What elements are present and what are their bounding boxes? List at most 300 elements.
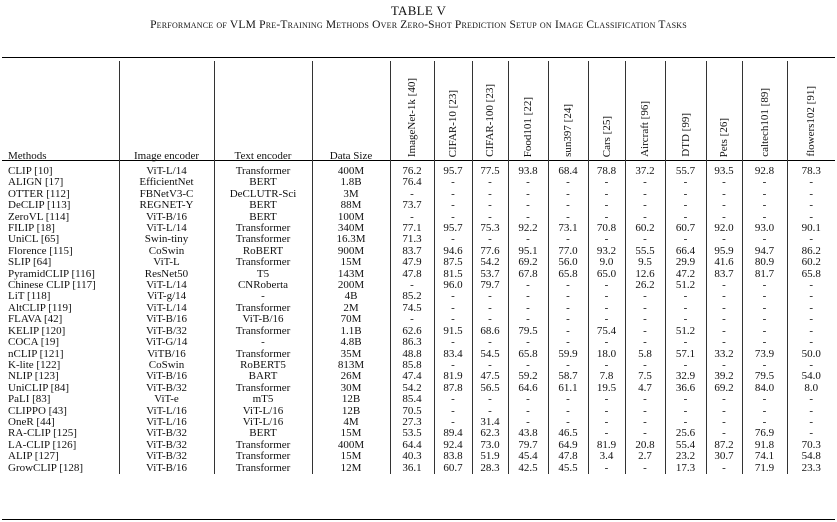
table-cell: -	[706, 200, 742, 211]
column-header	[706, 61, 742, 164]
table-cell: -	[742, 280, 787, 291]
table-cell: -	[665, 394, 706, 405]
table-cell: -	[665, 177, 706, 188]
table-cell: -	[588, 189, 625, 200]
table-cell: -	[548, 212, 588, 223]
table-cell: 47.2	[665, 269, 706, 280]
table-cell: 64.4	[390, 440, 434, 451]
table-cell: 75.4	[588, 326, 625, 337]
table-cell: -	[508, 200, 548, 211]
table-cell: 85.2	[390, 291, 434, 302]
table-cell: -	[742, 234, 787, 245]
table-cell: Transformer	[214, 223, 312, 234]
table-cell: -	[706, 303, 742, 314]
table-cell: -	[508, 406, 548, 417]
table-cell: -	[588, 280, 625, 291]
table-cell: ViT-B/32	[119, 428, 214, 439]
table-cell: 71.9	[742, 463, 787, 474]
table-cell: -	[472, 337, 508, 348]
table-cell: -	[588, 337, 625, 348]
table-cell: 45.5	[548, 463, 588, 474]
table-cell: -	[625, 303, 665, 314]
table-cell: -	[742, 212, 787, 223]
column-header	[742, 61, 787, 164]
table-cell: ViT-L/16	[119, 417, 214, 428]
table-row	[2, 223, 835, 234]
table-cell: -	[548, 360, 588, 371]
table-cell: -	[434, 337, 472, 348]
table-cell: 17.3	[665, 463, 706, 474]
table-cell: 93.5	[706, 164, 742, 177]
table-cell: -	[706, 417, 742, 428]
table-cell: ViT-L/14	[119, 303, 214, 314]
table-cell: -	[434, 417, 472, 428]
table-cell: -	[508, 177, 548, 188]
column-header-label: DTD [99]	[679, 113, 692, 157]
column-header	[119, 61, 214, 164]
table-cell: -	[548, 406, 588, 417]
table-cell: 12M	[312, 463, 390, 474]
table-cell: 54.8	[787, 451, 835, 462]
table-cell: 80.9	[742, 257, 787, 268]
table-cell: 18.0	[588, 349, 625, 360]
table-cell: 46.5	[548, 428, 588, 439]
method-cell: OneR [44]	[8, 416, 55, 428]
method-cell: COCA [19]	[8, 337, 60, 349]
table-cell: RoBERT5	[214, 360, 312, 371]
table-cell: -	[508, 291, 548, 302]
table-row	[2, 463, 835, 474]
table-cell: -	[742, 337, 787, 348]
method-cell: UniCLIP [84]	[8, 382, 70, 394]
table-cell: -	[390, 314, 434, 325]
table-cell: -	[625, 189, 665, 200]
table-cell: -	[508, 234, 548, 245]
table-cell: ViTB/16	[119, 349, 214, 360]
table-row	[2, 417, 835, 428]
table-cell: 51.9	[472, 451, 508, 462]
table-cell: -	[706, 234, 742, 245]
table-cell: 92.0	[706, 223, 742, 234]
table-cell: -	[390, 280, 434, 291]
table-cell: -	[787, 280, 835, 291]
method-cell: RA-CLIP [125]	[8, 428, 77, 440]
table-cell: -	[787, 314, 835, 325]
column-header-label: Pets [26]	[718, 117, 730, 157]
table-cell: -	[706, 360, 742, 371]
table-cell: -	[706, 428, 742, 439]
table-cell: 60.2	[625, 223, 665, 234]
table-cell: mT5	[214, 394, 312, 405]
table-row	[2, 257, 835, 268]
table-cell: -	[665, 406, 706, 417]
column-header-label: Data Size	[329, 150, 373, 162]
table-cell: 900M	[312, 246, 390, 257]
table-cell: 95.7	[434, 223, 472, 234]
table-cell: 88M	[312, 200, 390, 211]
table-cell: -	[665, 291, 706, 302]
table-cell: 59.2	[508, 371, 548, 382]
table-cell: 55.4	[665, 440, 706, 451]
table-cell: 79.7	[508, 440, 548, 451]
table-cell: 9.0	[588, 257, 625, 268]
table-cell: Transformer	[214, 349, 312, 360]
table-cell: ViT-B/16	[214, 314, 312, 325]
table-cell: 53.7	[472, 269, 508, 280]
table-cell: 77.5	[472, 164, 508, 177]
table-cell: 47.5	[472, 371, 508, 382]
method-cell: DeCLIP [113]	[8, 200, 71, 212]
table-cell: -	[214, 337, 312, 348]
table-cell: 86.3	[390, 337, 434, 348]
table-cell: -	[588, 200, 625, 211]
column-header	[548, 61, 588, 164]
table-cell: -	[742, 394, 787, 405]
table-cell: -	[434, 394, 472, 405]
table-cell: ViT-L/16	[214, 417, 312, 428]
table-cell: 74.5	[390, 303, 434, 314]
table-cell: -	[508, 394, 548, 405]
table-cell: BERT	[214, 212, 312, 223]
table-cell: 85.8	[390, 360, 434, 371]
table-row	[2, 291, 835, 302]
table-cell: -	[434, 406, 472, 417]
method-cell: UniCL [65]	[8, 234, 60, 246]
table-cell: 54.5	[472, 349, 508, 360]
table-cell: Swin-tiny	[119, 234, 214, 245]
table-cell: 47.9	[390, 257, 434, 268]
table-cell: ViT-B/32	[119, 383, 214, 394]
method-cell: CLIP [10]	[8, 165, 53, 177]
table-cell: 57.1	[665, 349, 706, 360]
table-cell: 79.5	[742, 371, 787, 382]
table-cell: -	[742, 200, 787, 211]
table-cell: 143M	[312, 269, 390, 280]
table-row	[2, 280, 835, 291]
column-header-label: flowers102 [91]	[805, 86, 818, 157]
table-cell: ViT-B/32	[119, 440, 214, 451]
table-cell: -	[434, 200, 472, 211]
table-cell: 94.6	[434, 246, 472, 257]
table-cell: 8.0	[787, 383, 835, 394]
method-cell: PaLI [83]	[8, 394, 51, 406]
table-cell: 32.9	[665, 371, 706, 382]
table-cell: -	[472, 406, 508, 417]
table-cell: 58.7	[548, 371, 588, 382]
table-cell: 70.5	[390, 406, 434, 417]
table-cell: CNRoberta	[214, 280, 312, 291]
table-cell: -	[588, 234, 625, 245]
table-cell: 7.8	[588, 371, 625, 382]
table-cell: -	[434, 234, 472, 245]
table-cell: 83.7	[390, 246, 434, 257]
table-cell: -	[706, 326, 742, 337]
table-cell: -	[625, 291, 665, 302]
table-cell: ViT-L	[119, 257, 214, 268]
table-cell: 54.0	[787, 371, 835, 382]
table-cell: -	[588, 314, 625, 325]
table-cell: BERT	[214, 428, 312, 439]
column-header	[2, 61, 119, 164]
table-cell: -	[706, 177, 742, 188]
table-cell: Transformer	[214, 383, 312, 394]
column-header-label: ImageNet-1k [40]	[406, 77, 418, 157]
table-cell: 73.9	[742, 349, 787, 360]
column-header	[434, 61, 472, 164]
table-cell: -	[787, 394, 835, 405]
column-header-label: Text encoder	[234, 150, 292, 162]
column-header	[214, 61, 312, 164]
table-cell: -	[706, 280, 742, 291]
table-cell: 813M	[312, 360, 390, 371]
method-cell: PyramidCLIP [116]	[8, 268, 95, 280]
table-cell: -	[548, 314, 588, 325]
table-cell: 62.6	[390, 326, 434, 337]
table-row	[2, 189, 835, 200]
table-cell: 83.4	[434, 349, 472, 360]
table-cell: -	[625, 314, 665, 325]
table-cell: 51.2	[665, 326, 706, 337]
table-cell: -	[508, 212, 548, 223]
table-cell: 48.8	[390, 349, 434, 360]
table-cell: -	[665, 234, 706, 245]
table-cell: -	[625, 326, 665, 337]
method-cell: OTTER [112]	[8, 188, 70, 200]
method-cell: ALIGN [17]	[8, 177, 64, 189]
table-cell: ViT-L/14	[119, 280, 214, 291]
table-cell: EfficientNet	[119, 177, 214, 188]
table-cell: -	[742, 314, 787, 325]
column-header-label: CIFAR-100 [23]	[484, 84, 496, 157]
table-cell: -	[706, 291, 742, 302]
table-cell: 100M	[312, 212, 390, 223]
table-cell: -	[548, 303, 588, 314]
table-cell: -	[787, 360, 835, 371]
table-cell: -	[434, 212, 472, 223]
table-cell: 29.9	[665, 257, 706, 268]
table-cell: 95.1	[508, 246, 548, 257]
table-cell: -	[588, 212, 625, 223]
table-cell: -	[625, 428, 665, 439]
table-row	[2, 337, 835, 348]
method-cell: FLAVA [42]	[8, 314, 63, 326]
table-row	[2, 383, 835, 394]
table-cell: T5	[214, 269, 312, 280]
table-cell: -	[588, 177, 625, 188]
column-header	[390, 61, 434, 164]
table-cell: -	[742, 189, 787, 200]
table-cell: 76.9	[742, 428, 787, 439]
table-cell: 9.5	[625, 257, 665, 268]
table-cell: 30M	[312, 383, 390, 394]
column-header	[787, 61, 835, 164]
table-row	[2, 451, 835, 462]
table-cell: DeCLUTR-Sci	[214, 189, 312, 200]
table-cell: 65.8	[787, 269, 835, 280]
table-cell: 4.7	[625, 383, 665, 394]
method-cell: ALIP [127]	[8, 451, 59, 463]
table-cell: ViT-L/14	[119, 164, 214, 177]
bottom-rule	[2, 519, 835, 520]
table-row	[2, 164, 835, 177]
table-row	[2, 200, 835, 211]
table-cell: 36.1	[390, 463, 434, 474]
table-cell: 54.2	[472, 257, 508, 268]
method-cell: K-lite [122]	[8, 359, 61, 371]
table-cell: 40.3	[390, 451, 434, 462]
table-cell: 62.3	[472, 428, 508, 439]
table-cell: -	[625, 417, 665, 428]
table-cell: -	[742, 177, 787, 188]
table-cell: 90.1	[787, 223, 835, 234]
table-cell: -	[665, 314, 706, 325]
table-cell: ViT-B/16	[119, 463, 214, 474]
method-cell: GrowCLIP [128]	[8, 462, 84, 474]
table-cell: -	[787, 303, 835, 314]
table-cell: ViT-B/16	[119, 212, 214, 223]
table-cell: 5.8	[625, 349, 665, 360]
table-cell: 67.8	[508, 269, 548, 280]
table-cell: -	[665, 200, 706, 211]
table-cell: -	[787, 428, 835, 439]
table-cell: REGNET-Y	[119, 200, 214, 211]
table-cell: ViT-g/14	[119, 291, 214, 302]
table-cell: -	[434, 177, 472, 188]
table-cell: 23.3	[787, 463, 835, 474]
table-cell: 1.1B	[312, 326, 390, 337]
table-cell: 47.8	[390, 269, 434, 280]
table-cell: -	[625, 394, 665, 405]
table-cell: -	[472, 360, 508, 371]
table-cell: 74.1	[742, 451, 787, 462]
table-cell: -	[787, 177, 835, 188]
table-cell: 85.4	[390, 394, 434, 405]
table-cell: 53.5	[390, 428, 434, 439]
table-cell: -	[706, 463, 742, 474]
column-header-label: Image encoder	[133, 150, 200, 162]
table-cell: 36.6	[665, 383, 706, 394]
table-row	[2, 269, 835, 280]
table-cell: 15M	[312, 257, 390, 268]
table-cell: 81.5	[434, 269, 472, 280]
table-cell: 47.8	[548, 451, 588, 462]
table-title: Performance of VLM Pre-Training Methods Over Zero-Shot Prediction Setup on Image Classification Tasks	[150, 19, 687, 31]
table-cell: -	[706, 394, 742, 405]
method-cell: nCLIP [121]	[8, 348, 64, 360]
table-cell: 31.4	[472, 417, 508, 428]
table-cell: 73.1	[548, 223, 588, 234]
table-cell: 79.7	[472, 280, 508, 291]
table-cell: BERT	[214, 200, 312, 211]
table-row	[2, 349, 835, 360]
table-cell: 400M	[312, 440, 390, 451]
method-cell: Florence [115]	[8, 245, 73, 257]
table-cell: 93.8	[508, 164, 548, 177]
column-header-label: Cars [25]	[600, 115, 613, 157]
table-cell: 28.3	[472, 463, 508, 474]
table-cell: -	[787, 212, 835, 223]
table-cell: 56.0	[548, 257, 588, 268]
table-cell: -	[742, 291, 787, 302]
table-cell: 84.0	[742, 383, 787, 394]
table-cell: BART	[214, 371, 312, 382]
table-cell: -	[588, 428, 625, 439]
table-cell: 70.8	[588, 223, 625, 234]
method-cell: Chinese CLIP [117]	[8, 280, 96, 292]
table-cell: -	[548, 189, 588, 200]
table-cell: 86.2	[787, 246, 835, 257]
table-cell: -	[548, 200, 588, 211]
column-header-label: CIFAR-10 [23]	[447, 89, 459, 157]
table-cell: 95.7	[434, 164, 472, 177]
table-cell: 66.4	[665, 246, 706, 257]
table-cell: 26M	[312, 371, 390, 382]
table-cell: FBNetV3-C	[119, 189, 214, 200]
table-cell: -	[390, 212, 434, 223]
table-cell: 200M	[312, 280, 390, 291]
table-cell: -	[665, 303, 706, 314]
table-cell: 87.2	[706, 440, 742, 451]
table-cell: 79.5	[508, 326, 548, 337]
method-cell: AltCLIP [119]	[8, 302, 72, 314]
table-row	[2, 326, 835, 337]
table-cell: 76.4	[390, 177, 434, 188]
column-header-label: Aircraft [96]	[639, 101, 651, 157]
table-cell: -	[472, 394, 508, 405]
table-cell: 60.7	[665, 223, 706, 234]
table-cell: ViT-B/16	[119, 314, 214, 325]
table-cell: -	[472, 200, 508, 211]
table-cell: -	[508, 189, 548, 200]
table-cell: -	[434, 303, 472, 314]
table-cell: ViT-L/14	[119, 223, 214, 234]
table-cell: 15M	[312, 451, 390, 462]
table-cell: -	[625, 337, 665, 348]
table-cell: -	[508, 280, 548, 291]
top-rule	[2, 57, 835, 58]
table-cell: Transformer	[214, 164, 312, 177]
table-cell: 81.9	[588, 440, 625, 451]
table-row	[2, 177, 835, 188]
table-cell: Transformer	[214, 303, 312, 314]
column-header	[665, 61, 706, 164]
table-cell: -	[472, 177, 508, 188]
table-cell: -	[588, 291, 625, 302]
table-cell: 3M	[312, 189, 390, 200]
table-cell: 78.8	[588, 164, 625, 177]
table-cell: 50.0	[787, 349, 835, 360]
table-cell: -	[390, 189, 434, 200]
table-cell: 92.4	[434, 440, 472, 451]
table-cell: Transformer	[214, 440, 312, 451]
table-cell: -	[742, 406, 787, 417]
table-cell: 12B	[312, 406, 390, 417]
table-cell: 81.7	[742, 269, 787, 280]
table-cell: RoBERT	[214, 246, 312, 257]
table-cell: -	[787, 234, 835, 245]
table-cell: 33.2	[706, 349, 742, 360]
table-cell: 64.9	[548, 440, 588, 451]
table-cell: 2.7	[625, 451, 665, 462]
table-row	[2, 394, 835, 405]
table-cell: 65.0	[588, 269, 625, 280]
table-row	[2, 371, 835, 382]
column-header	[312, 61, 390, 164]
table-cell: -	[434, 291, 472, 302]
table-cell: -	[787, 337, 835, 348]
table-cell: 64.6	[508, 383, 548, 394]
table-cell: 92.8	[742, 164, 787, 177]
